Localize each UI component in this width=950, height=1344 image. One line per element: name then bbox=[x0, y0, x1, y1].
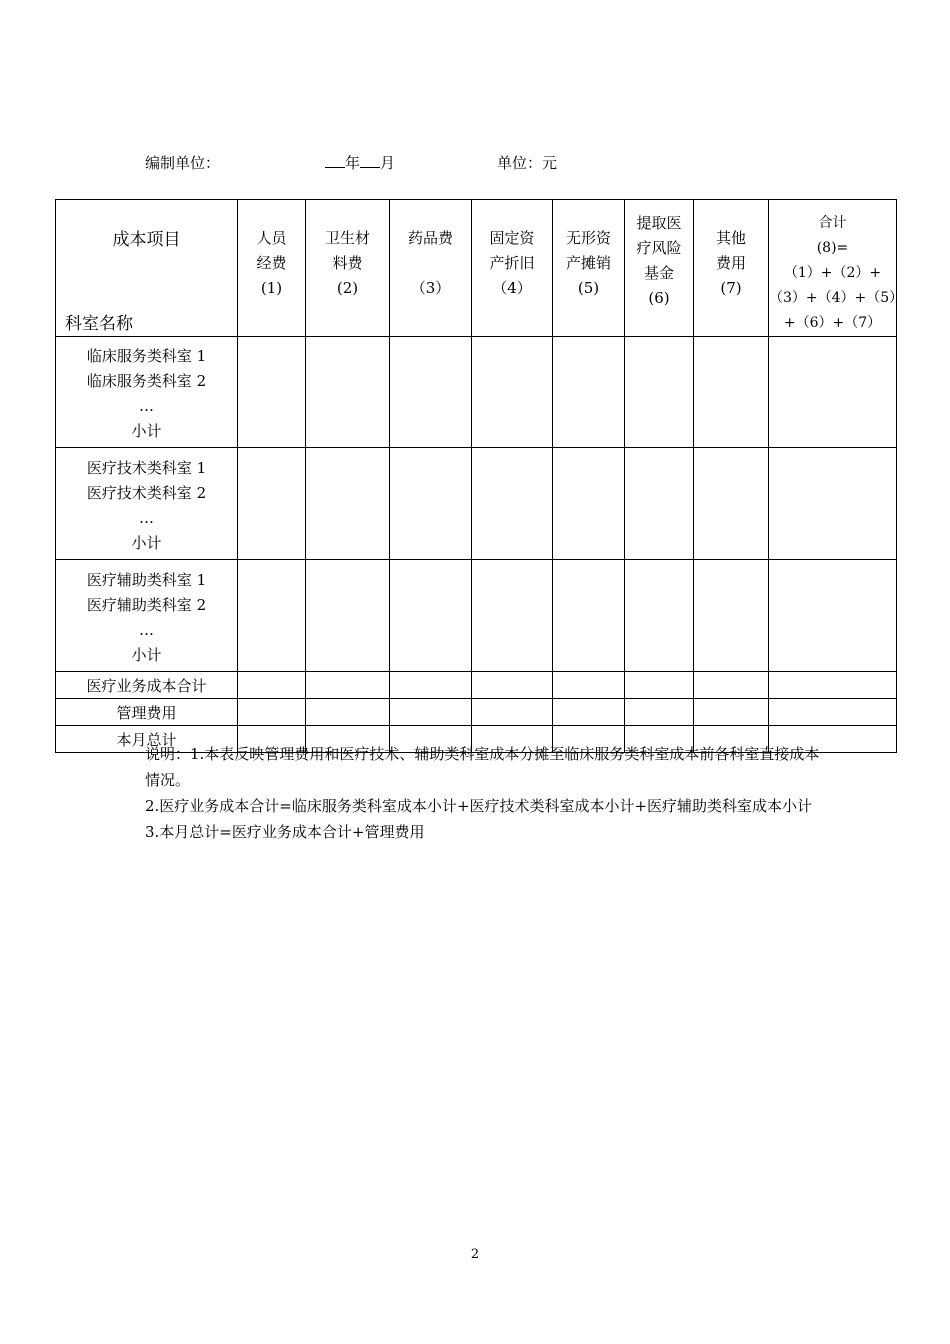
table-cell[interactable] bbox=[306, 337, 390, 448]
corner-header-cell bbox=[56, 200, 238, 337]
table-cell[interactable] bbox=[694, 448, 769, 560]
table-cell[interactable] bbox=[553, 699, 625, 726]
table-row-clinical bbox=[56, 337, 897, 448]
table-cell[interactable] bbox=[769, 448, 897, 560]
table-cell[interactable] bbox=[553, 448, 625, 560]
column-header-materials: 卫生材 料费 (2) bbox=[306, 200, 390, 337]
table-cell[interactable] bbox=[472, 560, 553, 672]
table-row-business-cost-total bbox=[56, 672, 897, 699]
management-expenses-label: 管理费用 bbox=[56, 699, 238, 726]
medical-tech-departments-cell: 医疗技术类科室 1 医疗技术类科室 2 … 小计 bbox=[56, 448, 238, 560]
clinical-departments-cell: 临床服务类科室 1 临床服务类科室 2 … 小计 bbox=[56, 337, 238, 448]
table-cell[interactable] bbox=[306, 672, 390, 699]
table-cell[interactable] bbox=[769, 699, 897, 726]
table-cell[interactable] bbox=[390, 337, 472, 448]
table-cell[interactable] bbox=[694, 337, 769, 448]
table-cell[interactable] bbox=[472, 699, 553, 726]
page-number: 2 bbox=[470, 1247, 480, 1262]
table-cell[interactable] bbox=[553, 337, 625, 448]
column-header-other-expenses: 其他 费用 (7) bbox=[694, 200, 769, 337]
table-cell[interactable] bbox=[472, 448, 553, 560]
table-cell[interactable] bbox=[625, 448, 694, 560]
table-cell[interactable] bbox=[306, 560, 390, 672]
table-cell[interactable] bbox=[238, 337, 306, 448]
compiling-unit-label: 编制单位： bbox=[145, 154, 221, 172]
table-row-management-expenses bbox=[56, 699, 897, 726]
table-cell[interactable] bbox=[694, 699, 769, 726]
column-header-total: 合计 (8)=（1）+（2）+ （3）+（4）+（5） +（6）+（7） bbox=[769, 200, 897, 337]
table-cell[interactable] bbox=[625, 699, 694, 726]
column-header-risk-fund: 提取医 疗风险 基金 (6) bbox=[625, 200, 694, 337]
table-cell[interactable] bbox=[306, 699, 390, 726]
notes-section bbox=[145, 741, 825, 845]
medical-aux-departments-cell: 医疗辅助类科室 1 医疗辅助类科室 2 … 小计 bbox=[56, 560, 238, 672]
table-cell[interactable] bbox=[553, 560, 625, 672]
cost-item-label: 成本项目 bbox=[112, 230, 181, 250]
department-name-label: 科室名称 bbox=[65, 314, 133, 334]
table-cell[interactable] bbox=[390, 672, 472, 699]
table-cell[interactable] bbox=[694, 672, 769, 699]
table-cell[interactable] bbox=[390, 448, 472, 560]
table-cell[interactable] bbox=[306, 448, 390, 560]
table-cell[interactable] bbox=[769, 337, 897, 448]
table-cell[interactable] bbox=[625, 672, 694, 699]
column-header-intangible-amortization: 无形资 产摊销 (5) bbox=[553, 200, 625, 337]
business-cost-total-label: 医疗业务成本合计 bbox=[56, 672, 238, 699]
year-suffix: 年 bbox=[345, 154, 361, 172]
cost-table bbox=[55, 199, 904, 753]
table-cell[interactable] bbox=[472, 337, 553, 448]
table-cell[interactable] bbox=[694, 560, 769, 672]
table-cell[interactable] bbox=[238, 672, 306, 699]
header-row bbox=[56, 200, 897, 337]
table-cell[interactable] bbox=[625, 337, 694, 448]
year-blank[interactable] bbox=[325, 153, 345, 168]
table-cell[interactable] bbox=[238, 448, 306, 560]
table-row-medical-aux bbox=[56, 560, 897, 672]
period-field bbox=[325, 152, 395, 173]
table-cell[interactable] bbox=[390, 560, 472, 672]
column-header-fixed-asset-depreciation: 固定资 产折旧 （4） bbox=[472, 200, 553, 337]
note-2: 2.医疗业务成本合计=临床服务类科室成本小计+医疗技术类科室成本小计+医疗辅助类科室成本小计 bbox=[145, 797, 813, 815]
month-suffix: 月 bbox=[380, 154, 396, 172]
column-header-drugs: 药品费 （3） bbox=[390, 200, 472, 337]
table-cell[interactable] bbox=[238, 699, 306, 726]
table-row-medical-tech bbox=[56, 448, 897, 560]
note-3: 3.本月总计=医疗业务成本合计+管理费用 bbox=[145, 823, 425, 841]
table-cell[interactable] bbox=[625, 560, 694, 672]
table-cell[interactable] bbox=[553, 672, 625, 699]
note-1: 说明：1.本表反映管理费用和医疗技术、辅助类科室成本分摊至临床服务类科室成本前各科室直接成本情况。 bbox=[145, 745, 820, 789]
column-header-personnel: 人员 经费 (1) bbox=[238, 200, 306, 337]
table-cell[interactable] bbox=[472, 672, 553, 699]
month-blank[interactable] bbox=[360, 153, 380, 168]
table-cell[interactable] bbox=[769, 672, 897, 699]
table-cell[interactable] bbox=[238, 560, 306, 672]
table-cell[interactable] bbox=[390, 699, 472, 726]
table-cell[interactable] bbox=[769, 560, 897, 672]
monthly-total-label: 本月总计 bbox=[56, 726, 238, 753]
currency-unit-label: 单位：元 bbox=[497, 154, 558, 172]
